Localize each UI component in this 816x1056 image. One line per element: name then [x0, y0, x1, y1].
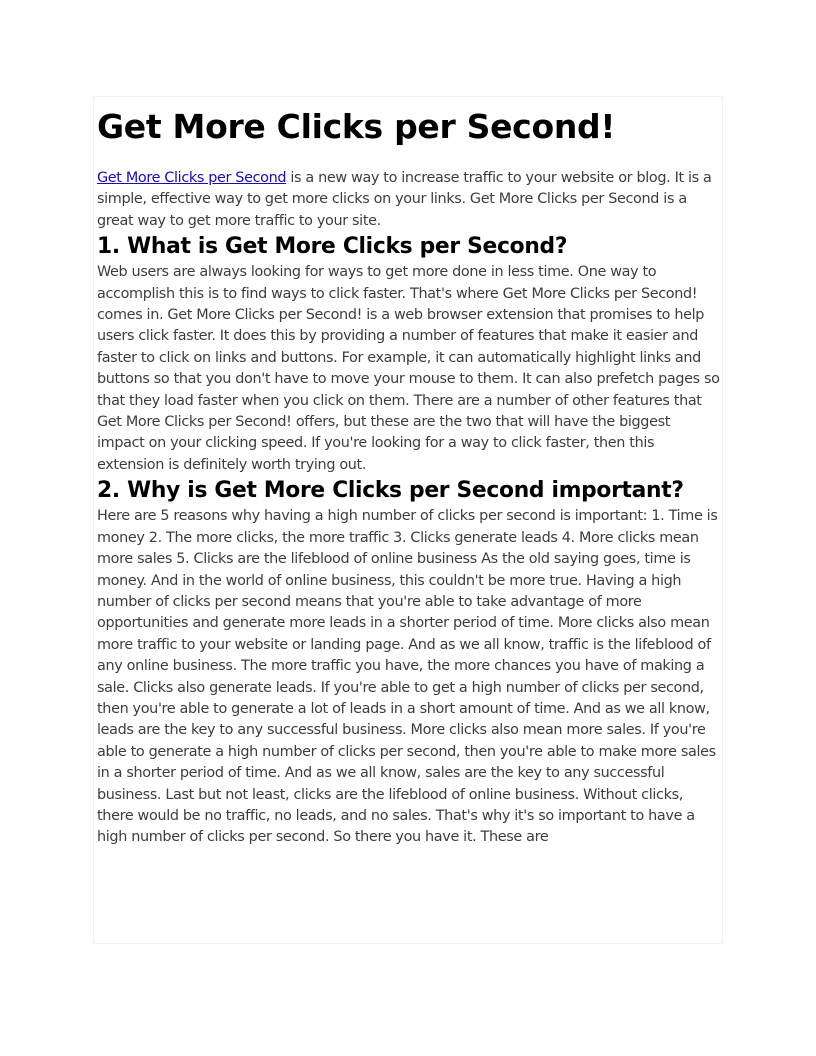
- section-body-what-is: Web users are always looking for ways to get more done in less time. One way to accomplish this is to find ways to click faster. That's where Get More Clicks per Second! comes in. Get More Clicks per Second! is a web browser extension that promises to help users click faster. It does this by providing a number of features that make it easier and faster to click on links and buttons. For example, it can automatically highlight links and buttons so that you don't have to move your mouse to them. It can also prefetch pages so that they load faster when you click on them. There are a number of other features that Get More Clicks per Second! offers, but these are the two that will have the biggest impact on your clicking speed. If you're looking for a way to click faster, then this extension is definitely worth trying out.: [97, 264, 720, 473]
- intro-link[interactable]: Get More Clicks per Second: [97, 170, 287, 186]
- section-heading-why-important: 2. Why is Get More Clicks per Second important?: [97, 478, 684, 504]
- section-heading-what-is: 1. What is Get More Clicks per Second?: [97, 234, 568, 260]
- section-body-why-important: Here are 5 reasons why having a high number of clicks per second is important: 1. Time is money 2. The more clicks, the more traffic 3. Clicks generate leads 4. More clicks mean more sales 5. Clicks are the lifeblood of online business As the old saying goes, time is money. And in the world of online business, this couldn't be more true. Having a high number of clicks per second means that you're able to take advantage of more opportunities and generate more leads in a shorter period of time. More clicks also mean more traffic to your website or landing page. And as we all know, traffic is the lifeblood of any online business. The more traffic you have, the more chances you have of making a sale. Clicks also generate leads. If you're able to get a high number of clicks per second, then you're able to generate a lot of leads in a short amount of time. And as we all know, leads are the key to any successful business. More clicks also mean more sales. If you're able to generate a high number of clicks per second, then you're able to make more sales in a shorter period of time. And as we all know, sales are the key to any successful business. Last but not least, clicks are the lifeblood of online business. Without clicks, there would be no traffic, no leads, and no sales. That's why it's so important to have a high number of clicks per second. So there you have it. These are: [97, 508, 718, 846]
- document-page: [93, 96, 723, 944]
- article-content: [97, 97, 721, 849]
- intro-text: is a new way to increase traffic to your website or blog. It is a simple, effective way to get more clicks on your links. Get More Clicks per Second is a great way to get more traffic to your site.: [97, 170, 712, 229]
- intro-paragraph: [97, 168, 721, 232]
- page-title: Get More Clicks per Second!: [97, 107, 616, 146]
